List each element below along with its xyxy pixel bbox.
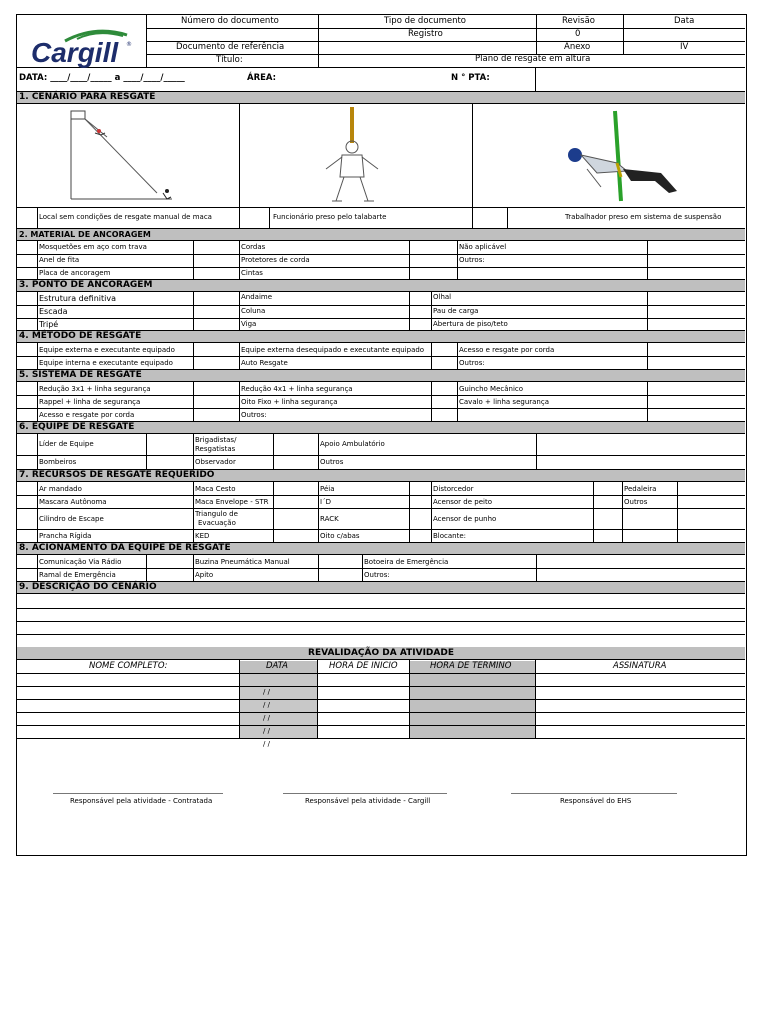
material-c2-1: Protetores de corda xyxy=(241,256,310,264)
metodo-c1-1: Equipe interna e executante equipado xyxy=(39,359,173,367)
recursos-c4-2: Acensor de punho xyxy=(433,515,497,523)
section-equipe: 6. EQUIPE DE RESGATE xyxy=(17,421,745,434)
sistema-c3-1: Cavalo + linha segurança xyxy=(459,398,550,406)
material-c1-2: Placa de ancoragem xyxy=(39,269,111,277)
titulo-label: Título: xyxy=(216,55,243,65)
metodo-c3-0: Acesso e resgate por corda xyxy=(459,346,555,354)
material-c3-1: Outros: xyxy=(459,256,485,264)
recursos-c2-0: Maca Cesto xyxy=(195,485,236,493)
col-hora-termino: HORA DE TERMINO xyxy=(430,661,512,671)
scenario-harness-illustration xyxy=(312,107,392,205)
recursos-c1-0: Ar mandado xyxy=(39,485,82,493)
col-assinatura: ASSINATURA xyxy=(613,661,667,671)
ponto-c3-0: Olhal xyxy=(433,293,452,301)
equipe-c2-0: Brigadistas/ xyxy=(195,436,237,444)
section-recursos: 7. RECURSOS DE RESGATE REQUERIDO xyxy=(17,469,745,482)
material-c2-2: Cintas xyxy=(241,269,263,277)
col-nome: NOME COMPLETO: xyxy=(89,661,168,671)
sistema-c3-0: Guincho Mecânico xyxy=(459,385,524,393)
date-mark[interactable]: / / xyxy=(263,688,270,696)
logo-registered: ® xyxy=(126,41,132,48)
anexo-label: Anexo xyxy=(564,42,591,52)
recursos-c4-3: Blocante: xyxy=(433,532,467,540)
recursos-c5-0: Pedaleira xyxy=(624,485,657,493)
recursos-c2-3: Evacuação xyxy=(198,519,236,527)
equipe-c3-1: Outros xyxy=(320,458,344,466)
metodo-c3-1: Outros: xyxy=(459,359,485,367)
logo-text: Cargill xyxy=(31,37,119,68)
section-material: 2. MATERIAL DE ANCORAGEM xyxy=(17,228,745,241)
sistema-c1-2: Acesso e resgate por corda xyxy=(39,411,135,419)
signature-contratada: Responsável pela atividade - Contratada xyxy=(70,797,213,805)
signature-cargill: Responsável pela atividade - Cargill xyxy=(305,797,431,805)
acionamento-c2-0: Buzina Pneumática Manual xyxy=(195,558,290,566)
recursos-c5-1: Outros xyxy=(624,498,648,506)
section-acionamento: 8. ACIONAMENTO DA EQUIPE DE RESGATE xyxy=(17,542,745,555)
equipe-c3-0: Apoio Ambulatório xyxy=(320,440,385,448)
revalidacao-title: REVALIDAÇÃO DA ATIVIDADE xyxy=(17,647,745,660)
recursos-c1-2: Cilindro de Escape xyxy=(39,515,104,523)
date-field[interactable]: DATA: ____/____/_____ a ____/____/_____ xyxy=(19,73,185,83)
scenario-label-3: Trabalhador preso em sistema de suspensão xyxy=(565,213,722,221)
metodo-c2-1: Auto Resgate xyxy=(241,359,288,367)
recursos-c3-3: Oito c/abas xyxy=(320,532,360,540)
section-sistema: 5. SISTEMA DE RESGATE xyxy=(17,369,745,382)
sistema-c2-1: Oito Fixo + linha segurança xyxy=(241,398,338,406)
date-mark[interactable]: / / xyxy=(263,701,270,709)
rescue-plan-form xyxy=(16,14,747,856)
recursos-c3-1: I´D xyxy=(320,498,331,506)
section-descricao: 9. DESCRIÇÃO DO CENÁRIO xyxy=(17,581,745,594)
pta-field[interactable]: N ° PTA: xyxy=(451,73,490,83)
acionamento-c3-0: Botoeira de Emergência xyxy=(364,558,449,566)
ponto-c3-2: Abertura de piso/teto xyxy=(433,320,508,328)
acionamento-c2-1: Apito xyxy=(195,571,214,579)
ponto-c1-2: Tripé xyxy=(39,320,59,329)
section-metodo: 4. MÉTODO DE RESGATE xyxy=(17,330,745,343)
recursos-c2-4: KED xyxy=(195,532,210,540)
ponto-c1-0: Estrutura definitiva xyxy=(39,294,116,303)
sistema-c1-1: Rappel + linha de segurança xyxy=(39,398,141,406)
scenario-label-2: Funcionário preso pelo talabarte xyxy=(273,213,387,221)
acionamento-c1-1: Ramal de Emergência xyxy=(39,571,116,579)
recursos-c3-0: Péia xyxy=(320,485,335,493)
equipe-c1-0: Líder de Equipe xyxy=(39,440,94,448)
revisao-value: 0 xyxy=(575,29,581,39)
recursos-c4-1: Acensor de peito xyxy=(433,498,492,506)
recursos-c1-1: Mascara Autônoma xyxy=(39,498,107,506)
acionamento-c3-1: Outros: xyxy=(364,571,390,579)
num-doc-label: Número do documento xyxy=(181,16,279,26)
equipe-c1-1: Bombeiros xyxy=(39,458,77,466)
ponto-c2-1: Coluna xyxy=(241,307,266,315)
recursos-c3-2: RACK xyxy=(320,515,339,523)
sistema-c2-0: Redução 4x1 + linha segurança xyxy=(241,385,353,393)
col-hora-inicio: HORA DE INICIO xyxy=(329,661,398,671)
equipe-c2-2: Observador xyxy=(195,458,236,466)
descricao-line[interactable] xyxy=(17,621,745,622)
date-mark[interactable]: / / xyxy=(263,714,270,722)
section-ponto: 3. PONTO DE ANCORAGEM xyxy=(17,279,745,292)
date-mark[interactable]: / / xyxy=(263,740,270,748)
col-data: DATA xyxy=(266,661,288,671)
recursos-c4-0: Distorcedor xyxy=(433,485,474,493)
data-label: Data xyxy=(674,16,695,26)
signature-ehs: Responsável do EHS xyxy=(560,797,632,805)
revisao-label: Revisão xyxy=(562,16,595,26)
area-field[interactable]: ÁREA: xyxy=(247,73,277,83)
ponto-c2-2: Viga xyxy=(241,320,257,328)
sistema-c2-2: Outros: xyxy=(241,411,267,419)
anexo-value: IV xyxy=(680,42,689,52)
sistema-c1-0: Redução 3x1 + linha segurança xyxy=(39,385,151,393)
material-c1-0: Mosquetões em aço com trava xyxy=(39,243,147,251)
scenario-suspension-illustration xyxy=(557,107,687,205)
scenario-label-1: Local sem condições de resgate manual de maca xyxy=(39,213,212,221)
scenario-fall-illustration xyxy=(67,107,177,201)
equipe-c2-1: Resgatistas xyxy=(195,445,236,453)
metodo-c1-0: Equipe externa e executante equipado xyxy=(39,346,175,354)
recursos-c2-2: Triangulo de xyxy=(195,510,238,518)
material-c1-1: Anel de fita xyxy=(39,256,80,264)
tipo-doc-label: Tipo de documento xyxy=(384,16,467,26)
descricao-line[interactable] xyxy=(17,634,745,635)
section-cenario: 1. CENÁRIO PARA RESGATE xyxy=(17,91,745,104)
material-c3-0: Não aplicável xyxy=(459,243,507,251)
descricao-line[interactable] xyxy=(17,608,745,609)
acionamento-c1-0: Comunicação Via Rádio xyxy=(39,558,122,566)
doc-ref-label: Documento de referência xyxy=(176,42,285,52)
ponto-c1-1: Escada xyxy=(39,307,68,316)
recursos-c1-3: Prancha Rígida xyxy=(39,532,92,540)
recursos-c2-1: Maca Envelope - STR xyxy=(195,498,269,506)
tipo-doc-value: Registro xyxy=(408,29,443,39)
cargill-logo xyxy=(25,23,143,67)
material-c2-0: Cordas xyxy=(241,243,266,251)
ponto-c3-1: Pau de carga xyxy=(433,307,479,315)
metodo-c2-0: Equipe externa desequipado e executante equipado xyxy=(241,346,425,354)
ponto-c2-0: Andaime xyxy=(241,293,273,301)
date-mark[interactable]: / / xyxy=(263,727,270,735)
titulo-value: Plano de resgate em altura xyxy=(475,54,591,64)
